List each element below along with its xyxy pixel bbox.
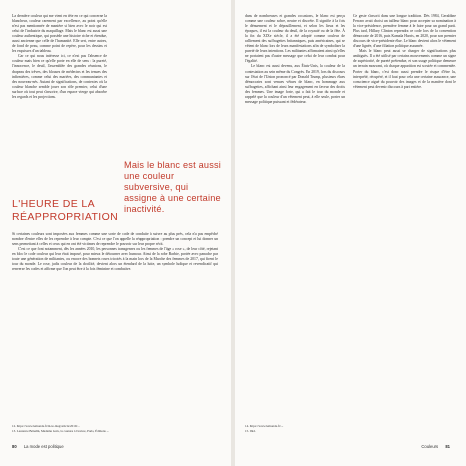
left-footnotes <box>12 424 218 434</box>
right-column-2 <box>353 14 456 418</box>
left-intro-paragraph-1: La dernière couleur qui me vient en tête en ce qui concerne la blancheur, couleur rarement par excellence, au point qu'elle n'est pas mentionnée de manière si bien avec le noir qui est celui de l'industrie du maquillage. Mais le blanc est aussi une couleur authentique, qui possède une histoire riche et étendue, aussi ancienne que celle de l'humanité. Elle sert, entre autres, de fond de peau, comme point de repère, pour les dessins et les esquisses d'un tableau. <box>12 14 107 54</box>
right-col2-paragraph-2: Mais le blanc peut aussi se charger de significations plus ambiguës. Il a été utilisé par certains mouvements comme un signe de supériorité, de pureté prétendue, et son usage politique demeure un terrain mouvant, où chaque apparition est scrutée et commentée. Porter du blanc, c'est donc aussi prendre le risque d'être lu, interprété, récupéré, et il faut pour cela une certaine assurance, une conscience aiguë du pouvoir des images et de la manière dont le vêtement peut devenir discours à part entière. <box>353 49 456 89</box>
left-running-title: La mode est politique <box>23 444 64 449</box>
right-col1-paragraph-2: Le blanc est aussi devenu, aux États-Unis, la couleur de la contestation au sein même du Congrès. En 2019, lors du discours sur l'état de l'Union prononcé par Donald Trump, plusieurs élues démocrates sont venues vêtues de blanc, en hommage aux suffragettes, affichant ainsi leur engagement en faveur des droits des femmes. Une image forte, qui a fait le tour du monde et rappelé que la couleur d'un vêtement peut, à elle seule, porter un message politique puissant et fédérateur. <box>245 64 345 104</box>
left-section-paragraph-1: Si certaines couleurs sont imposées aux femmes comme une sorte de code de conduite à suivre au plus près, cela n'a pas empêché nombre d'entre elles de les reprendre à leur compte. C'est ce que l'on appelle la réappropriation : prendre un concept et lui donner un sens permettant à celles et ceux qui en ont été victimes de reprendre le pouvoir sur leur propre récit. <box>12 232 218 247</box>
left-footer <box>12 444 64 449</box>
right-footnotes <box>245 424 455 434</box>
right-footnote-2: 15. Ibid. <box>245 429 256 434</box>
right-col2-paragraph-1: Ce geste s'inscrit dans une longue tradition. Dès 1984, Geraldine Ferraro avait choisi un tailleur blanc pour accepter sa nomination à la vice-présidence, première femme à le faire pour un grand parti. Plus tard, Hillary Clinton reprendra ce code lors de la convention démocrate de 2016, puis Kamala Harris, en 2020, pour son premier discours de vice-présidente élue. Le blanc devient alors le vêtement d'une lignée, d'une filiation politique assumée. <box>353 14 456 49</box>
section-title <box>12 198 122 223</box>
left-section-paragraph-2: C'est ce que font notamment, dès les années 2010, les personnes transgenres ou les femmes de l'âge « rose », de leur côté, rejetant en bloc le code couleur qui leur était imposé, pour mieux le détourner avec humour. Ainsi de la robe Barbie, portée avec panache par toute une génération de militantes, ou encore des bonnets roses tricotés à la main lors de la Marche des femmes de 2017, qui firent le tour du monde. Le rose, jadis couleur de la docilité, devient alors un étendard de la lutte, un symbole ludique et revendicatif qui renverse les codes et affirme que l'on peut être à la fois féminine et combative. <box>12 247 218 272</box>
left-page-number: 80 <box>12 444 17 449</box>
left-intro-column <box>12 14 107 100</box>
left-section-column <box>12 232 218 422</box>
section-title-line-2: RÉAPPROPRIATION <box>12 210 119 223</box>
left-footnote-2: 13. Laurence Bénaïm, Madame Grès, la couture à l'œuvre, Paris, Éditions ... <box>12 429 109 434</box>
right-footnote-1: 14. https://www.lemonde.fr/... <box>245 424 284 428</box>
right-running-title: Couleurs <box>421 444 439 449</box>
pull-quote: Mais le blanc est aussi une couleur subversive, qui assigne à une certaine inactivité. <box>124 160 222 214</box>
left-intro-paragraph-2: Car ce qui nous intéresse ici, ce n'est pas l'absence de couleur mais bien ce qu'elle porte en elle de sens : la pureté, l'innocence, le deuil, l'assemblée des grandes réunions, le drapeau des trêves, des blouses de médecins et les tenues des infirmières, comme celui des mariées, des communiantes et des nouveau-nés. Autant de significations, de contextes où la couleur blanche semble jouer son rôle premier, celui d'une surface où tout peut s'inscrire, d'un espace vierge qui absorbe les regards et les projections. <box>12 54 107 99</box>
right-footer <box>421 444 456 449</box>
right-col1-paragraph-1: dans de nombreuses et grandes occasions, le blanc est perçu comme une couleur sobre, neutre et discrète. Il signifie à la fois le dénuement et le dépouillement, et selon les lieux et les époques, il est la couleur du deuil, de la royauté ou de la fête. À la fin du XIXe siècle, il a été adopté comme couleur de ralliement des suffragettes britanniques, puis américaines, qui se vêtent de blanc lors de leurs manifestations afin de symboliser la pureté de leurs intentions. Les militantes affirmaient ainsi qu'elles ne portaient pas d'autre message que celui de leur combat pour l'égalité. <box>245 14 345 64</box>
left-footnote-1: 12. https://www.lemonde.fr/m-le-mag/article/2019/... <box>12 424 80 428</box>
right-page <box>235 0 466 466</box>
right-column-1 <box>245 14 345 418</box>
section-title-line-1: L'HEURE DE LA <box>12 198 96 210</box>
right-page-number: 81 <box>445 444 450 449</box>
left-page <box>0 0 231 466</box>
